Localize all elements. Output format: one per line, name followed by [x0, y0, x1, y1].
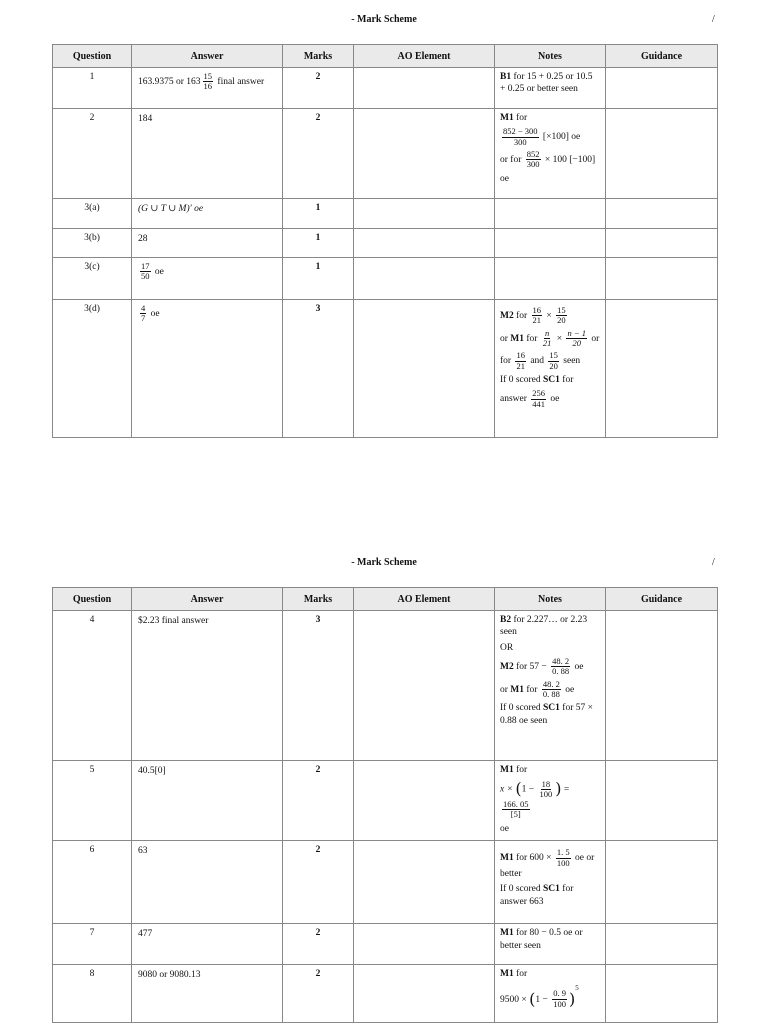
notes-fraction — [566, 329, 587, 349]
notes-fraction — [532, 306, 543, 326]
notes-text: 1 − — [535, 994, 548, 1005]
answer-fraction — [140, 262, 151, 282]
notes-cell: M1 for 9500 × (1 − $\frac{0. 9}{100}$ )$^5$ — [495, 965, 606, 1023]
table-row — [53, 229, 718, 258]
notes-text: for 57 − — [516, 662, 547, 673]
frac-num: 18 — [541, 778, 551, 789]
notes-text: oe — [574, 662, 584, 673]
table-row — [53, 611, 718, 761]
ao-cell — [354, 841, 495, 924]
notes-text: If 0 scored — [500, 375, 541, 386]
ao-cell — [354, 761, 495, 841]
marks-value: 1 — [283, 229, 354, 258]
notes-fraction — [542, 680, 561, 700]
guidance-cell — [606, 68, 718, 109]
col-question: Question — [53, 45, 132, 68]
mark-scheme-table — [52, 587, 718, 1023]
notes-text: seen — [563, 356, 581, 367]
mark-code: M1 — [510, 684, 525, 695]
notes-text: for 600 × — [516, 853, 552, 864]
notes-cell: M1 for x × (1 − $\frac{18}{100}$ ) = $\frac{166. 05}{[5]}$ oe — [495, 761, 606, 841]
guidance-cell — [606, 199, 718, 229]
table-row — [53, 109, 718, 199]
col-ao-element: AO Element — [354, 45, 495, 68]
ao-cell — [354, 199, 495, 229]
frac-num: 48. 2 — [552, 656, 570, 667]
frac-den: 100 — [556, 857, 570, 868]
notes-text: = — [563, 784, 570, 795]
mark-code: M2 — [500, 662, 514, 673]
guidance-cell — [606, 924, 718, 965]
notes-text: x × — [500, 784, 514, 795]
frac-num: n — [544, 327, 550, 338]
table-row — [53, 924, 718, 965]
notes-text: for — [526, 684, 538, 695]
col-answer: Answer — [132, 588, 283, 611]
notes-text: If 0 scored — [500, 703, 541, 714]
marks-value: 3 — [283, 611, 354, 761]
frac-den: 100 — [553, 998, 566, 1009]
frac-den: 16 — [203, 81, 213, 92]
answer-suffix: final answer — [217, 77, 265, 88]
notes-text: for 57 × 0.88 oe seen — [500, 703, 593, 726]
ao-cell — [354, 109, 495, 199]
notes-text: for 2.227… or 2.23 seen — [500, 615, 588, 638]
marks-value: 3 — [283, 300, 354, 438]
notes-text: [×100] oe — [542, 132, 581, 143]
answer-suffix: oe — [150, 309, 160, 320]
answer-text: 63 — [132, 841, 283, 924]
frac-den: 0. 88 — [542, 689, 560, 700]
ao-cell — [354, 258, 495, 300]
header-title: - Mark Scheme — [351, 557, 417, 568]
answer-text: 477 — [132, 924, 283, 965]
frac-num: 17 — [141, 261, 150, 271]
notes-fraction — [526, 150, 541, 170]
notes-fraction — [531, 389, 546, 409]
notes-text: oe — [500, 823, 509, 834]
frac-num: 4 — [141, 303, 146, 313]
mark-code: B2 — [500, 615, 512, 625]
notes-cell — [495, 68, 606, 109]
notes-cell — [495, 258, 606, 300]
question-number: 3(a) — [53, 199, 132, 229]
frac-num: 15 — [557, 305, 566, 315]
notes-fraction — [548, 351, 559, 371]
notes-text: and — [530, 356, 545, 367]
notes-cell — [495, 841, 606, 924]
answer-cell — [132, 258, 283, 300]
notes-fraction — [556, 306, 567, 326]
guidance-cell — [606, 841, 718, 924]
marks-value: 1 — [283, 199, 354, 229]
frac-den: 20 — [572, 338, 581, 349]
table-header-row — [53, 588, 718, 611]
answer-fraction — [140, 304, 146, 324]
mark-code: B1 — [500, 72, 512, 82]
notes-cell — [495, 611, 606, 761]
answer-suffix: oe — [154, 267, 164, 278]
notes-text: OR — [500, 642, 514, 653]
notes-text: for — [516, 113, 528, 123]
notes-cell — [495, 229, 606, 258]
notes-text: for — [516, 765, 528, 775]
notes-text: oe — [550, 394, 560, 405]
col-guidance: Guidance — [606, 588, 718, 611]
col-notes: Notes — [495, 588, 606, 611]
ao-cell — [354, 611, 495, 761]
question-number: 6 — [53, 841, 132, 924]
notes-text: for — [516, 311, 528, 322]
col-answer: Answer — [132, 45, 283, 68]
guidance-cell — [606, 300, 718, 438]
mark-code: M1 — [500, 853, 514, 864]
answer-text: 184 — [132, 109, 283, 199]
answer-text: 9080 or 9080.13 — [132, 965, 283, 1023]
header-slash: / — [712, 557, 715, 568]
guidance-cell — [606, 109, 718, 199]
frac-num: 0. 9 — [553, 988, 566, 999]
notes-text: 1 − — [521, 784, 535, 795]
marks-value: 2 — [283, 761, 354, 841]
notes-text: for — [562, 375, 574, 386]
marks-value: 2 — [283, 841, 354, 924]
col-marks: Marks — [283, 45, 354, 68]
answer-cell — [132, 68, 283, 109]
guidance-cell — [606, 965, 718, 1023]
guidance-cell — [606, 229, 718, 258]
frac-num: 1. 5 — [556, 847, 570, 858]
notes-fraction — [539, 780, 554, 800]
col-ao-element: AO Element — [354, 588, 495, 611]
notes-text: oe — [565, 684, 575, 695]
header-title: - Mark Scheme — [351, 14, 417, 25]
notes-text: × — [556, 333, 563, 344]
mark-code: M1 — [500, 969, 514, 980]
col-notes: Notes — [495, 45, 606, 68]
page-header — [0, 557, 768, 571]
mark-code: M1 — [500, 113, 514, 123]
notes-cell — [495, 924, 606, 965]
frac-num: 852 — [526, 149, 540, 160]
answer-text: 40.5[0] — [132, 761, 283, 841]
frac-den: 0. 88 — [552, 666, 570, 677]
guidance-cell — [606, 258, 718, 300]
notes-fraction — [552, 989, 567, 1009]
table-row — [53, 300, 718, 438]
frac-num: 48. 2 — [542, 678, 560, 689]
frac-num: n − 1 — [567, 327, 586, 338]
frac-den: 300 — [526, 159, 540, 170]
notes-fraction — [551, 657, 570, 677]
frac-den: 100 — [539, 789, 553, 800]
notes-text: or — [500, 333, 508, 344]
question-number: 1 — [53, 68, 132, 109]
frac-num: 16 — [516, 350, 525, 361]
mark-code: M2 — [500, 311, 514, 322]
question-number: 2 — [53, 109, 132, 199]
table-row — [53, 199, 718, 229]
frac-den: 21 — [516, 360, 525, 371]
col-marks: Marks — [283, 588, 354, 611]
marks-value: 2 — [283, 924, 354, 965]
ao-cell — [354, 924, 495, 965]
answer-text: (G ∪ T ∪ M)′ oe — [132, 199, 283, 229]
question-number: 3(c) — [53, 258, 132, 300]
frac-num: 15 — [203, 71, 213, 81]
frac-den: 7 — [141, 313, 146, 324]
notes-text: oe — [500, 173, 509, 184]
frac-num: 166. 05 — [503, 799, 529, 810]
ao-cell — [354, 229, 495, 258]
frac-den: 21 — [532, 315, 542, 326]
ao-cell — [354, 300, 495, 438]
frac-num: 15 — [549, 350, 558, 361]
notes-text: × — [546, 311, 552, 322]
frac-den: 300 — [513, 136, 527, 147]
marks-value: 1 — [283, 258, 354, 300]
ao-cell — [354, 965, 495, 1023]
frac-num: 256 — [532, 388, 546, 399]
notes-text: for — [500, 356, 512, 367]
table-row — [53, 965, 718, 1023]
guidance-cell — [606, 761, 718, 841]
answer-text: 163.9375 or 163 — [138, 77, 201, 88]
frac-den: [5] — [510, 809, 521, 820]
table-row — [53, 761, 718, 841]
notes-fraction — [515, 351, 526, 371]
notes-text: × 100 [−100] — [544, 155, 596, 166]
notes-fraction — [556, 848, 571, 868]
mark-code: M1 — [500, 765, 514, 775]
frac-num: 16 — [532, 305, 542, 315]
question-number: 3(d) — [53, 300, 132, 438]
guidance-cell — [606, 611, 718, 761]
notes-text: oe or better — [500, 853, 595, 879]
answer-text: 28 — [132, 229, 283, 258]
frac-den: 441 — [532, 398, 546, 409]
mark-code: M1 — [500, 928, 514, 939]
frac-den: 20 — [549, 360, 558, 371]
question-number: 5 — [53, 761, 132, 841]
notes-text: or — [500, 684, 508, 695]
page-header — [0, 14, 768, 28]
notes-text: If 0 scored — [500, 884, 541, 895]
table-header-row — [53, 45, 718, 68]
notes-cell — [495, 199, 606, 229]
question-number: 8 — [53, 965, 132, 1023]
notes-text: or for — [500, 155, 522, 166]
marks-value: 2 — [283, 109, 354, 199]
mark-code: SC1 — [543, 703, 560, 714]
question-number: 4 — [53, 611, 132, 761]
ao-cell — [354, 68, 495, 109]
mark-code: M1 — [510, 333, 525, 344]
frac-den: 50 — [141, 271, 150, 282]
notes-fraction — [502, 127, 539, 147]
header-slash: / — [712, 14, 715, 25]
notes-text: for — [516, 969, 528, 980]
answer-cell — [132, 300, 283, 438]
mark-scheme-table — [52, 44, 718, 438]
notes-fraction — [542, 329, 553, 349]
notes-cell — [495, 109, 606, 199]
answer-fraction — [203, 72, 214, 92]
question-number: 7 — [53, 924, 132, 965]
mark-code: SC1 — [543, 375, 560, 386]
col-question: Question — [53, 588, 132, 611]
exponent: 5 — [575, 983, 579, 992]
marks-value: 2 — [283, 68, 354, 109]
question-number: 3(b) — [53, 229, 132, 258]
notes-text: answer — [500, 394, 527, 405]
notes-text: for — [526, 333, 538, 344]
frac-num: 852 − 300 — [503, 126, 538, 137]
notes-text: 9500 × — [500, 994, 527, 1005]
notes-text: for 80 − 0.5 oe or better seen — [500, 928, 583, 951]
notes-cell — [495, 300, 606, 438]
marks-value: 2 — [283, 965, 354, 1023]
notes-text: or — [591, 333, 600, 344]
notes-text: for answer 663 — [500, 884, 574, 907]
table-row — [53, 68, 718, 109]
frac-den: 21 — [542, 338, 552, 349]
mark-code: SC1 — [543, 884, 560, 895]
answer-text: $2.23 final answer — [132, 611, 283, 761]
frac-den: 20 — [557, 315, 566, 326]
table-row — [53, 258, 718, 300]
table-row — [53, 841, 718, 924]
notes-text: for 15 + 0.25 or 10.5 + 0.25 or better seen — [500, 72, 593, 95]
col-guidance: Guidance — [606, 45, 718, 68]
notes-fraction — [502, 800, 530, 820]
